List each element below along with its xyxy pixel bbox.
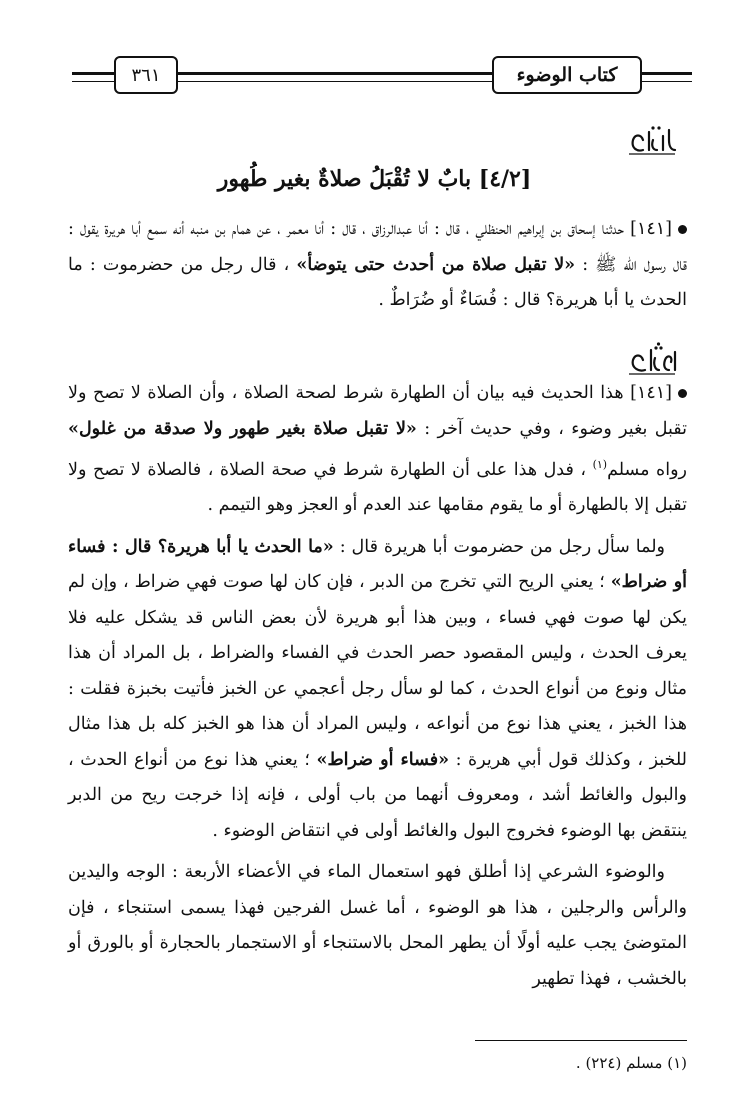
sharh-text-run: رواه مسلم [607,459,687,480]
book-title-box [492,56,642,94]
sharh-text-run: ؛ يعني الريح التي تخرج من الدبر ، فإن كان لها صوت فهي ضراط ، وإن لم يكن لها صوت فهي فساء ، وبين هذا أبو هريرة لأن بعض الناس قد يشكل عليه فلا يعرف الحدث ، وليس المقصود حصر الحدث في الفساء والضراط ، بل المراد أن هذا مثال ونوع من أنواع الحدث ، كما لو سأل رجل أعجمي عن الخبز فأتيت بخبزة فقلت : هذا الخبز ، يعني هذا نوع من أنواعه ، وليس المراد أن هذا هو الخبز كله بل هذا مثال للخبز ، وكذلك قول أبي هريرة : [68,572,687,770]
sharh-text-run: ؛ يعني هذا نوع من أنواع الحدث ، والبول والغائط أشد ، ومعروف أنهما من باب أولى ، فإنه إذا خرجت ريح من الدبر ينتقض بها الوضوء فخروج البول والغائط أولى في انتقاض الوضوء . [68,749,687,841]
hadith-continuation: ، قال رجل من حضرموت : ما الحدث يا أبا هريرة؟ قال : فُسَاءٌ أو ضُرَاطٌ . [68,254,687,310]
bullet-icon [678,389,687,398]
hadith-quote: «لا تقبل صلاة بغير طهور ولا صدقة من غلول» [68,418,417,439]
hadith-number: [١٤١] [630,219,672,239]
chapter-heading: [٤/٢] بابٌ لا تُقْبَلُ صلاةٌ بغير طُهور [217,166,532,192]
matn-text [68,212,687,325]
ornamental-calligraphy-icon [623,340,681,380]
sharh-section-logo [623,340,681,380]
sharh-text-run: ولما سأل رجل من حضرموت أبا هريرة قال : [333,536,665,557]
hadith-quote: «فساء أو ضراط» [316,749,450,770]
hadith-isnad: حدثنا إسحاق بن إبراهيم الحنظلي ، قال : أنا عبدالرزاق ، قال : أنا معمر ، عن همام بن منبه أنه سمع أبا هريرة يقول : قال رسول الله ﷺ : [68,219,687,275]
book-title: كتاب الوضوء [516,64,618,86]
footnote: (١) مسلم (٢٢٤) . [575,1054,687,1072]
footnote-divider [475,1040,687,1041]
page-number-box [114,56,178,94]
footnote-reference[interactable]: (١) [592,458,608,471]
page-number: ٣٦١ [131,64,161,86]
matn-logo-label [681,120,682,121]
sharh-paragraph-2 [68,530,687,850]
sharh-text-run: ، فدل هذا على أن الطهارة شرط في صحة الصلاة ، فالصلاة لا تصح ولا تقبل إلا بالطهارة أو ما يقوم مقامها عند العدم أو العجز وهو التيمم . [68,459,687,516]
ornamental-calligraphy-icon [623,120,681,160]
page-header [72,56,692,98]
hadith-paragraph [68,212,687,319]
sharh-paragraph-1 [68,376,687,524]
hadith-number: [١٤١] [630,383,672,403]
sharh-text-run: هذا الحديث فيه بيان أن الطهارة شرط لصحة الصلاة ، وأن الصلاة لا تصح ولا تقبل بغير وضوء ، وفي حديث آخر : [68,383,687,439]
sharh-text [68,376,687,1003]
sharh-logo-label [681,340,682,341]
hadith-quote: «ما الحدث يا أبا هريرة؟ قال : فساء أو ضراط» [68,536,688,593]
hadith-quote: «لا تقبل صلاة من أحدث حتى يتوضأ» [296,254,576,275]
bullet-icon [678,225,687,234]
sharh-paragraph-3: والوضوء الشرعي إذا أطلق فهو استعمال الماء في الأعضاء الأربعة : الوجه واليدين والرأس والرجلين ، هذا هو الوضوء ، أما غسل الفرجين فهذا يسمى استنجاء ، فإن المتوضئ يجب عليه أولًا أن يطهر المحل بالاستنجاء أو الاستجمار بالحجارة أو بالورق أو بالخشب ، فهذا تطهير [68,862,687,989]
matn-section-logo [623,120,681,160]
